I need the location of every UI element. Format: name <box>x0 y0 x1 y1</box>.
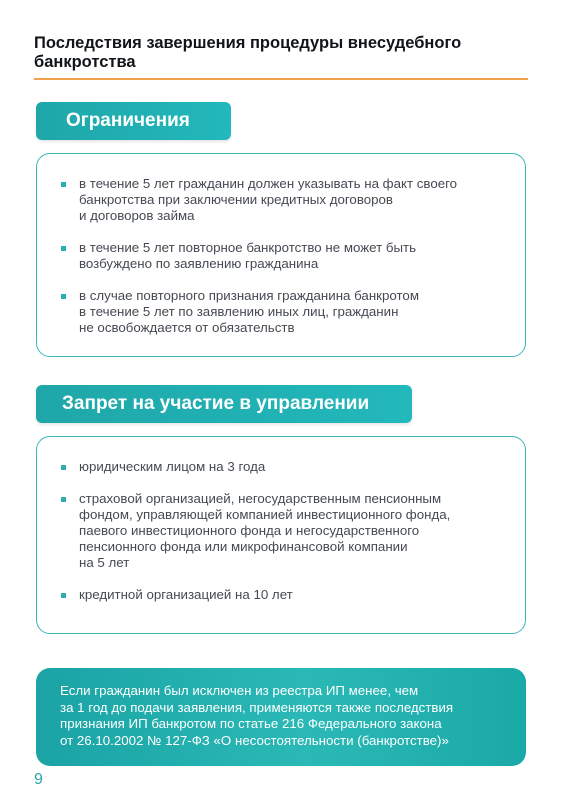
list-item <box>61 459 505 475</box>
bullet-icon <box>61 246 66 251</box>
title-divider <box>34 78 528 80</box>
list-item-text: страховой организацией, негосударственным пенсионным фондом, управляющей компанией инвестиционного фонда, паевого инвестиционного фонда и негосударственного пенсионного фонда или микрофинансовой компании на 5 лет <box>79 491 451 570</box>
bullet-icon <box>61 182 66 187</box>
list-item-text: в случае повторного признания гражданина банкротом в течение 5 лет по заявлению иных лиц, гражданин не освобождается от обязательств <box>79 288 419 335</box>
list-item-text: юридическим лицом на 3 года <box>79 459 266 474</box>
list-item <box>61 587 505 603</box>
list-item-text: в течение 5 лет гражданин должен указывать на факт своего банкротства при заключении кредитных договоров и договоров займа <box>79 176 458 223</box>
page-number: 9 <box>34 771 43 788</box>
restrictions-list <box>61 176 505 352</box>
bullet-icon <box>61 497 66 502</box>
list-item <box>61 176 505 224</box>
section-heading-label: Ограничения <box>66 110 190 131</box>
bullet-icon <box>61 465 66 470</box>
list-item <box>61 288 505 336</box>
info-note-text: Если гражданин был исключен из реестра ИП менее, чем за 1 год до подачи заявления, применяются также последствия признания ИП банкротом по статье 216 Федерального закона от 26.10.2002 № 127-ФЗ «О несостоятельности (банкротстве)» <box>60 683 454 748</box>
list-item-text: в течение 5 лет повторное банкротство не может быть возбуждено по заявлению гражданина <box>79 240 417 271</box>
management-ban-box <box>36 436 526 634</box>
list-item <box>61 240 505 272</box>
page-title: Последствия завершения процедуры внесудебного банкротства <box>34 34 462 71</box>
bullet-icon <box>61 593 66 598</box>
list-item-text: кредитной организацией на 10 лет <box>79 587 293 602</box>
section-heading-restrictions <box>36 102 231 140</box>
info-note <box>36 668 526 766</box>
list-item <box>61 491 505 571</box>
management-ban-list <box>61 459 505 619</box>
bullet-icon <box>61 294 66 299</box>
section-heading-management-ban <box>36 385 412 423</box>
section-heading-label: Запрет на участие в управлении <box>62 393 370 414</box>
restrictions-box <box>36 153 526 357</box>
